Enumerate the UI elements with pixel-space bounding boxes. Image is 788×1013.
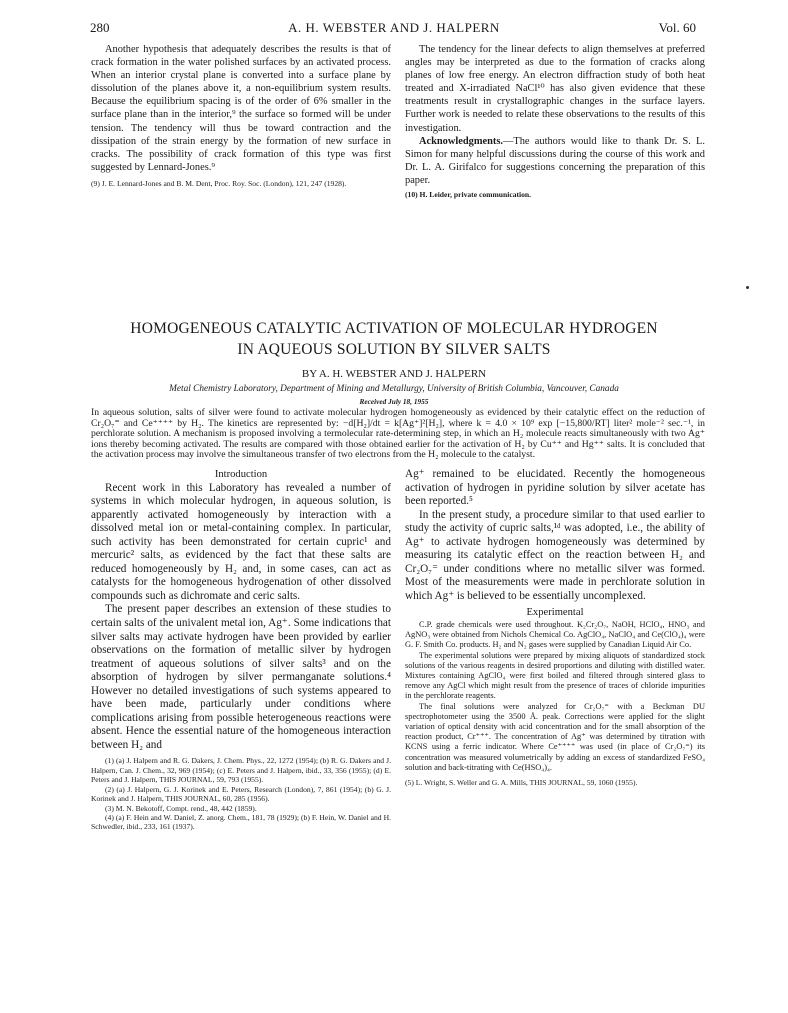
footnote-1: (1) (a) J. Halpern and R. G. Dakers, J. Chem. Phys., 22, 1272 (1954); (b) R. G. Dakers and J. Halpern, Can. J. Chem., 32, 969 (1954); (c) E. Peters and J. Halpern, ibid., 33, 356 (1955); (d) E. Peters and J. Halpern, THIS JOURNAL, 59, 793 (1955).	[91, 756, 391, 785]
previous-article-left-column	[91, 43, 391, 188]
footnote-4: (4) (a) F. Hein and W. Daniel, Z. anorg. Chem., 181, 78 (1929); (b) F. Hein, W. Daniel and H. Schwedler, ibid., 233, 161 (1937).	[91, 812, 391, 832]
title-line-2: IN AQUEOUS SOLUTION BY SILVER SALTS	[237, 341, 551, 358]
abstract: In aqueous solution, salts of silver were found to activate molecular hydrogen homogeneously as evidenced by their catalytic effect on the reduction of Cr₂O₇⁼ and Ce⁺⁺⁺⁺ by H₂. The kinetics are represented by: −d[H₂]/dt = k[Ag⁺]²[H₂], where k = 4.0 × 10⁹ exp [−15,800/RT] liter² mole⁻² sec.⁻¹, in perchlorate solution. A mechanism is proposed involving a termolecular rate-determining step, in which an H₂ molecule reacts simultaneously with two Ag⁺ ions thereby becoming activated. The results are compared with those obtained earlier for the activation of H₂ by Cu⁺⁺ and Hg⁺⁺ salts. It is concluded that the activation process may involve the simultaneous transfer of two electrons from the H₂ molecule to the catalyst.	[91, 407, 705, 461]
affiliation: Metal Chemistry Laboratory, Department of Mining and Metallurgy, University of British Columbia, Vancouver, Canada	[169, 384, 619, 394]
right-paragraph-1: Ag⁺ remained to be elucidated. Recently the homogeneous activation of hydrogen in pyridine solution by silver acetate has been reported.⁵	[405, 468, 705, 508]
footnote-9: (9) J. E. Lennard-Jones and B. M. Dent, Proc. Roy. Soc. (London), 121, 247 (1928).	[91, 178, 347, 188]
experimental-paragraph-3: The final solutions were analyzed for Cr₂O₇⁼ with a Beckman DU spectrophotometer using the 3500 Å. peak. Corrections were applied for the slight variation of optical density with acid concentration and for the small absorption of the reaction product, Cr⁺⁺⁺. The concentration of Ag⁺ was determined by titration with KCNS using a ferric indicator. Where Ce⁺⁺⁺⁺ was used (in place of Cr₂O₇⁼) its concentration was measured volumetrically by adding an excess of standardized FeSO₄ solution and back-titrating with Ce(HSO₄)₄.	[405, 701, 705, 772]
title-line-1: HOMOGENEOUS CATALYTIC ACTIVATION OF MOLECULAR HYDROGEN	[130, 320, 658, 337]
introduction-heading: Introduction	[214, 469, 268, 480]
page-number: 280	[90, 20, 110, 35]
received-date: Received July 18, 1955	[359, 397, 429, 406]
footnote-10: (10) H. Leider, private communication.	[405, 190, 532, 200]
footnote-2: (2) (a) J. Halpern, G. J. Korinek and E. Peters, Research (London), 7, 861 (1954); (b) G. J. Korinek and J. Halpern, THIS JOURNAL, 60, 285 (1956).	[91, 784, 391, 804]
acknowledgments-label: Acknowledgments.	[419, 135, 503, 147]
left-column	[91, 468, 391, 832]
right-column	[405, 468, 705, 787]
experimental-heading: Experimental	[526, 607, 584, 619]
volume-label: Vol. 60	[658, 20, 696, 35]
intro-footnotes	[91, 756, 391, 831]
intro-paragraph-2: The present paper describes an extension of these studies to certain salts of the univalent metal ion, Ag⁺. Some indications that silver salts may activate hydrogen have been provided by earlier observations on the formation of metallic silver by hydrogen treatment of aqueous solutions of silver salts³ and on the absorption of hydrogen by silver permanganate solutions.⁴ However no detailed investigations of such systems appeared to have been made, particularly under conditions where complications arising from possible heterogeneous reactions were absent. Hence the essential nature of the homogeneous interaction between H₂ and	[91, 603, 391, 751]
previous-article-paragraph: Another hypothesis that adequately describes the results is that of crack formation in the water polished surfaces by an activated process. When an interior crystal plane is converted into a surface plane by dissolution of the planes above it, a non-equilibrium system results. Because the equilibrium spacing is of the order of 6% smaller in the surface plane than in the interior,⁹ the surface so formed will be under tension. The tendency will thus be toward contraction and the dissipation of the strain energy by the formation of new surface in cracks. The possibility of crack formation of this type was first suggested by Lennard-Jones.⁹	[91, 44, 391, 173]
authors: BY A. H. WEBSTER AND J. HALPERN	[301, 368, 487, 380]
running-title: A. H. WEBSTER AND J. HALPERN	[288, 20, 500, 35]
footnote-3: (3) M. N. Bekotoff, Compt. rend., 48, 442 (1859).	[105, 803, 257, 813]
previous-article-paragraph-right: The tendency for the linear defects to align themselves at preferred angles may be interpreted as due to the formation of cracks along planes of low free energy. An electron diffraction study of both heat treated and X-irradiated NaCl¹⁰ has also given evidence that these treatments result in crystallographic changes in the surface layers. Further work is needed to relate these observations to the results of this investigation.	[405, 44, 705, 134]
experimental-paragraph-1: C.P. grade chemicals were used throughout. K₂Cr₂O₇, NaOH, HClO₄, HNO₃ and AgNO₃ were obtained from Nichols Chemical Co. AgClO₄, NaClO₄ and Ce(ClO₄)₄ were G. F. Smith Co. products. H₂ and N₂ gases were supplied by Canadian Liquid Air Co.	[405, 620, 705, 650]
previous-article-right-column	[405, 43, 705, 199]
intro-paragraph-1: Recent work in this Laboratory has revealed a number of systems in which molecular hydrogen, in aqueous solution, is apparently activated homogeneously by interaction with a dissolved metal ion or metal-containing complex. In particular, such activity has been demonstrated for certain cupric¹ and mercuric² salts, as evidenced by the fact that these salts are reduced homogeneously by H₂ and, in some cases, can act as catalysts for the homogeneous hydrogenation of other dissolved compounds such as dichromate and ceric salts.	[91, 481, 391, 602]
footnote-5: (5) L. Wright, S. Weller and G. A. Mills, THIS JOURNAL, 59, 1060 (1955).	[405, 778, 638, 788]
acknowledgments	[405, 135, 705, 187]
right-paragraph-2: In the present study, a procedure similar to that used earlier to study the activity of cupric salts,¹ᵈ was adopted, i.e., the ability of Ag⁺ to activate hydrogen homogeneously was determined by measuring its catalytic effect on the reaction between H₂ and Cr₂O₇⁼ under conditions where no metallic silver was formed. Most of the measurements were made in perchlorate solution in which Ag⁺ is believed to be essentially uncomplexed.	[405, 508, 705, 602]
article-title	[0, 318, 788, 360]
acknowledgments-text: —The authors would like to thank Dr. S. L. Simon for many helpful discussions during the course of this work and Dr. L. A. Girifalco for suggestions concerning the preparation of this paper.	[405, 135, 705, 186]
experimental-paragraph-2: The experimental solutions were prepared by mixing aliquots of standardized stock solutions of the various reagents in desired proportions and diluting with distilled water. Mixtures containing AgClO₄ were first boiled and filtered through sintered glass to remove any AgCl which might result from the presence of traces of chloride impurities in the perchlorate reagents.	[405, 650, 705, 701]
margin-dot	[746, 286, 749, 289]
